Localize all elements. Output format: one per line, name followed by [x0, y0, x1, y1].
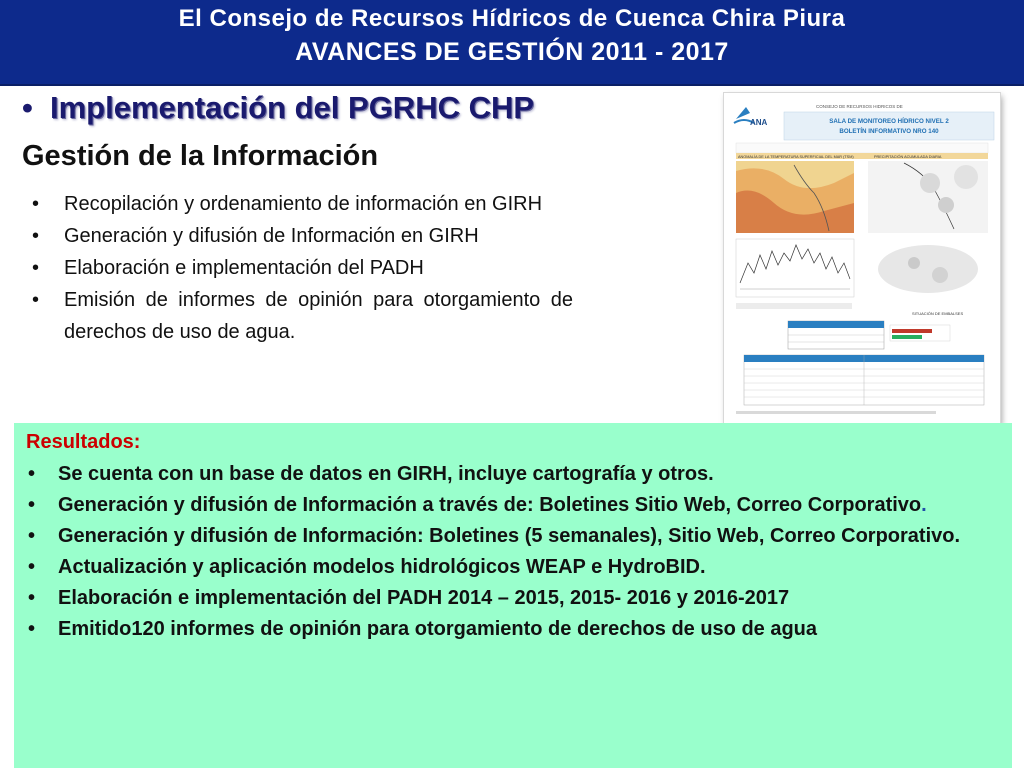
results-list: [24, 459, 1000, 645]
list-item: • Emisión de informes de opinión para otorgamiento de derechos de uso de agua.: [28, 284, 573, 348]
results-title: Resultados:: [26, 431, 141, 453]
result-item-text: Se cuenta con un base de datos en GIRH, incluye cartografía y otros.: [58, 463, 714, 485]
list-item: • Generación y difusión de Información en GIRH: [28, 220, 573, 252]
section-title: [22, 90, 534, 126]
result-item: [24, 459, 1000, 490]
result-item-text: Generación y difusión de Información: Boletines (5 semanales), Sitio Web, Correo Corporativo.: [58, 525, 961, 547]
result-item: [24, 490, 1000, 521]
result-item-suffix: .: [921, 494, 927, 516]
result-item: [24, 521, 1000, 552]
bulletin-title-2: BOLETÍN INFORMATIVO NRO 140: [839, 128, 939, 135]
result-item-text: Elaboración e implementación del PADH 2014 – 2015, 2015- 2016 y 2016-2017: [58, 587, 790, 609]
result-item-text: Actualización y aplicación modelos hidrológicos WEAP e HydroBID.: [58, 556, 706, 578]
list-item: • Recopilación y ordenamiento de información en GIRH: [28, 188, 573, 220]
subheading: Gestión de la Información: [22, 140, 379, 172]
list-item: • Elaboración e implementación del PADH: [28, 252, 573, 284]
bulletin-title-1: SALA DE MONITOREO HÍDRICO NIVEL 2: [829, 118, 949, 125]
info-list: [28, 188, 573, 348]
result-item-text: Emitido120 informes de opinión para otorgamiento de derechos de uso de agua: [58, 618, 818, 640]
result-item: [24, 552, 1000, 583]
map-left-caption: ANOMALÍA DE LA TEMPERATURA SUPERFICIAL DEL MAR (TSM): [738, 155, 854, 159]
result-item: [24, 614, 1000, 645]
bulletin-thumbnail: [724, 93, 1000, 424]
bullet-icon: •: [22, 90, 33, 125]
header-banner: [0, 0, 1024, 86]
map-right-caption: PRECIPITACIÓN ACUMULADA DIARIA: [874, 155, 942, 159]
result-item: [24, 583, 1000, 614]
bulletin-header-small: CONSEJO DE RECURSOS HIDRICOS DE: [816, 104, 903, 109]
section-title-text: Implementación del PGRHC CHP: [50, 90, 535, 125]
result-item-text: Generación y difusión de Información a través de: Boletines Sitio Web, Correo Corporativo: [58, 494, 922, 516]
header-title: El Consejo de Recursos Hídricos de Cuenca Chira Piura: [178, 5, 846, 32]
results-panel: [14, 423, 1012, 768]
bulletin-logo: ANA: [750, 118, 768, 127]
table-caption: SITUACIÓN DE EMBALSES: [912, 311, 964, 316]
header-subtitle: AVANCES DE GESTIÓN 2011 - 2017: [295, 38, 729, 66]
bulletin-graphic: [724, 93, 1000, 424]
